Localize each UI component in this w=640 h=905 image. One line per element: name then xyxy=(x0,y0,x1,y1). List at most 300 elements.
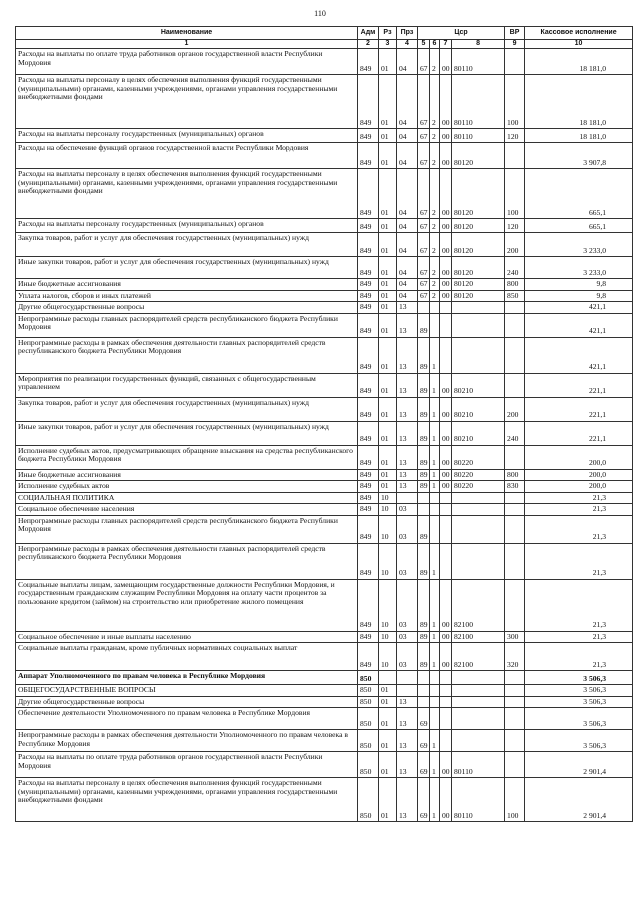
row-csr-direction: 80120 xyxy=(452,279,505,291)
table-row xyxy=(16,671,633,685)
row-name: Социальные выплаты гражданам, кроме публичных нормативных социальных выплат xyxy=(16,643,358,671)
row-adm: 849 xyxy=(358,445,379,469)
row-adm: 849 xyxy=(358,129,379,143)
row-csr-main xyxy=(440,730,452,752)
header-adm: Адм xyxy=(358,27,379,40)
row-rz: 01 xyxy=(379,469,397,481)
table-row xyxy=(16,49,633,75)
row-name: Иные закупки товаров, работ и услуг для обеспечения государственных (муниципальных) нужд xyxy=(16,421,358,445)
row-adm: 850 xyxy=(358,730,379,752)
row-rz: 01 xyxy=(379,302,397,314)
row-adm: 850 xyxy=(358,778,379,822)
row-amount: 221,1 xyxy=(525,421,633,445)
row-csr-main: 00 xyxy=(440,579,452,631)
row-rz: 01 xyxy=(379,219,397,233)
row-prz: 04 xyxy=(397,129,418,143)
row-name: Расходы на обеспечение функций органов государственной власти Республики Мордовия xyxy=(16,143,358,169)
row-csr-subprogram xyxy=(430,313,440,337)
row-csr-program: 67 xyxy=(418,49,430,75)
row-prz: 03 xyxy=(397,515,418,543)
row-adm: 849 xyxy=(358,313,379,337)
row-amount: 21,3 xyxy=(525,643,633,671)
row-csr-program: 69 xyxy=(418,730,430,752)
row-rz xyxy=(379,671,397,685)
row-rz: 01 xyxy=(379,129,397,143)
row-csr-direction: 82100 xyxy=(452,631,505,643)
row-rz: 01 xyxy=(379,752,397,778)
row-csr-subprogram: 1 xyxy=(430,373,440,397)
row-adm: 849 xyxy=(358,515,379,543)
row-csr-program: 67 xyxy=(418,169,430,219)
row-csr-main: 00 xyxy=(440,219,452,233)
row-csr-direction: 80110 xyxy=(452,75,505,129)
row-csr-direction xyxy=(452,302,505,314)
row-csr-main: 00 xyxy=(440,75,452,129)
table-row xyxy=(16,219,633,233)
row-adm: 849 xyxy=(358,579,379,631)
row-prz: 13 xyxy=(397,313,418,337)
row-amount: 3 506,3 xyxy=(525,696,633,708)
row-csr-direction: 80110 xyxy=(452,752,505,778)
header-rz: Рз xyxy=(379,27,397,40)
table-row xyxy=(16,543,633,579)
table-row xyxy=(16,257,633,279)
row-amount: 3 233,0 xyxy=(525,257,633,279)
row-csr-main: 00 xyxy=(440,445,452,469)
row-amount: 200,0 xyxy=(525,481,633,493)
row-csr-program: 89 xyxy=(418,643,430,671)
row-csr-direction xyxy=(452,313,505,337)
row-adm: 850 xyxy=(358,708,379,730)
row-amount: 9,8 xyxy=(525,290,633,302)
table-row xyxy=(16,631,633,643)
row-vr xyxy=(505,685,525,697)
row-csr-subprogram: 2 xyxy=(430,49,440,75)
row-csr-program xyxy=(418,504,430,516)
row-adm: 849 xyxy=(358,169,379,219)
row-csr-direction: 82100 xyxy=(452,579,505,631)
row-name: Расходы на выплаты персоналу в целях обеспечения выполнения функций государственными (муниципальными) органами, казенными учреждениями, органами управления государственными внебюджетными фондами xyxy=(16,169,358,219)
row-vr xyxy=(505,49,525,75)
row-adm: 849 xyxy=(358,302,379,314)
row-csr-direction: 82100 xyxy=(452,643,505,671)
row-vr xyxy=(505,143,525,169)
row-csr-program: 69 xyxy=(418,708,430,730)
row-csr-program: 67 xyxy=(418,143,430,169)
row-vr: 100 xyxy=(505,75,525,129)
table-row xyxy=(16,129,633,143)
row-name: Расходы на выплаты персоналу в целях обеспечения выполнения функций государственными (муниципальными) органами, казенными учреждениями, органами управления государственными внебюджетными фондами xyxy=(16,75,358,129)
table-row xyxy=(16,504,633,516)
table-row xyxy=(16,643,633,671)
row-prz: 04 xyxy=(397,279,418,291)
row-vr: 200 xyxy=(505,233,525,257)
row-name: Закупка товаров, работ и услуг для обеспечения государственных (муниципальных) нужд xyxy=(16,233,358,257)
row-rz: 10 xyxy=(379,643,397,671)
row-csr-main: 00 xyxy=(440,233,452,257)
row-csr-subprogram: 1 xyxy=(430,778,440,822)
colnum: 4 xyxy=(397,40,418,49)
header-name: Наименование xyxy=(16,27,358,40)
row-name: Непрограммные расходы главных распорядителей средств республиканского бюджета Республики Мордовия xyxy=(16,515,358,543)
table-row xyxy=(16,492,633,504)
row-prz: 03 xyxy=(397,579,418,631)
row-csr-program: 67 xyxy=(418,290,430,302)
row-rz: 01 xyxy=(379,708,397,730)
row-prz: 13 xyxy=(397,696,418,708)
row-csr-direction xyxy=(452,337,505,373)
row-csr-program: 89 xyxy=(418,421,430,445)
row-name: Мероприятия по реализации государственных функций, связанных с общегосударственным управлением xyxy=(16,373,358,397)
row-rz: 01 xyxy=(379,730,397,752)
row-csr-program: 67 xyxy=(418,233,430,257)
row-name: Иные бюджетные ассигнования xyxy=(16,279,358,291)
row-amount: 9,8 xyxy=(525,279,633,291)
row-csr-main: 00 xyxy=(440,469,452,481)
row-vr: 240 xyxy=(505,257,525,279)
row-adm: 849 xyxy=(358,233,379,257)
row-csr-direction xyxy=(452,708,505,730)
row-csr-main: 00 xyxy=(440,778,452,822)
row-adm: 849 xyxy=(358,397,379,421)
row-prz: 13 xyxy=(397,421,418,445)
row-amount: 665,1 xyxy=(525,219,633,233)
row-vr: 800 xyxy=(505,279,525,291)
row-csr-direction: 80110 xyxy=(452,49,505,75)
row-csr-direction: 80110 xyxy=(452,129,505,143)
row-rz: 01 xyxy=(379,481,397,493)
row-amount: 21,3 xyxy=(525,504,633,516)
row-name: Расходы на выплаты персоналу в целях обеспечения выполнения функций государственными (муниципальными) органами, казенными учреждениями, органами управления государственными внебюджетными фондами xyxy=(16,778,358,822)
table-row xyxy=(16,445,633,469)
row-rz: 01 xyxy=(379,337,397,373)
row-csr-subprogram: 1 xyxy=(430,631,440,643)
row-name: Расходы на выплаты персоналу государственных (муниципальных) органов xyxy=(16,219,358,233)
budget-table xyxy=(15,26,633,822)
row-adm: 850 xyxy=(358,671,379,685)
row-vr: 320 xyxy=(505,643,525,671)
row-adm: 850 xyxy=(358,752,379,778)
row-rz: 10 xyxy=(379,579,397,631)
row-rz: 01 xyxy=(379,373,397,397)
row-csr-main: 00 xyxy=(440,752,452,778)
row-csr-direction xyxy=(452,696,505,708)
row-adm: 849 xyxy=(358,504,379,516)
colnum: 3 xyxy=(379,40,397,49)
row-rz: 01 xyxy=(379,279,397,291)
row-name: Расходы на выплаты по оплате труда работников органов государственной власти Республики Мордовия xyxy=(16,49,358,75)
row-rz: 10 xyxy=(379,504,397,516)
row-adm: 849 xyxy=(358,643,379,671)
row-name: Иные бюджетные ассигнования xyxy=(16,469,358,481)
row-adm: 849 xyxy=(358,257,379,279)
row-adm: 850 xyxy=(358,685,379,697)
row-rz: 01 xyxy=(379,257,397,279)
row-csr-subprogram xyxy=(430,302,440,314)
row-csr-main: 00 xyxy=(440,129,452,143)
row-amount: 200,0 xyxy=(525,445,633,469)
table-column-numbers-row xyxy=(16,40,633,49)
row-prz: 13 xyxy=(397,397,418,421)
row-vr xyxy=(505,373,525,397)
row-name: Непрограммные расходы главных распорядителей средств республиканского бюджета Республики Мордовия xyxy=(16,313,358,337)
row-csr-subprogram: 2 xyxy=(430,219,440,233)
header-vr: ВР xyxy=(505,27,525,40)
row-adm: 849 xyxy=(358,219,379,233)
row-adm: 849 xyxy=(358,469,379,481)
row-name: Закупка товаров, работ и услуг для обеспечения государственных (муниципальных) нужд xyxy=(16,397,358,421)
row-adm: 849 xyxy=(358,631,379,643)
row-prz: 13 xyxy=(397,481,418,493)
row-csr-direction: 80210 xyxy=(452,373,505,397)
row-csr-subprogram: 1 xyxy=(430,730,440,752)
row-csr-direction: 80120 xyxy=(452,219,505,233)
row-adm: 849 xyxy=(358,373,379,397)
row-vr: 120 xyxy=(505,129,525,143)
row-csr-direction: 80210 xyxy=(452,421,505,445)
row-amount: 21,3 xyxy=(525,543,633,579)
row-csr-subprogram: 1 xyxy=(430,579,440,631)
colnum: 10 xyxy=(525,40,633,49)
row-csr-subprogram: 1 xyxy=(430,481,440,493)
row-csr-subprogram: 1 xyxy=(430,421,440,445)
row-rz: 01 xyxy=(379,49,397,75)
table-row xyxy=(16,481,633,493)
row-csr-main xyxy=(440,492,452,504)
row-csr-direction xyxy=(452,515,505,543)
row-name: Расходы на выплаты по оплате труда работников органов государственной власти Республики Мордовия xyxy=(16,752,358,778)
row-csr-direction xyxy=(452,671,505,685)
row-vr: 100 xyxy=(505,169,525,219)
row-csr-direction: 80120 xyxy=(452,143,505,169)
row-amount: 2 901,4 xyxy=(525,778,633,822)
row-adm: 849 xyxy=(358,290,379,302)
row-rz: 01 xyxy=(379,445,397,469)
row-csr-subprogram: 1 xyxy=(430,397,440,421)
row-prz: 13 xyxy=(397,373,418,397)
row-amount: 21,3 xyxy=(525,515,633,543)
row-csr-subprogram: 1 xyxy=(430,543,440,579)
header-csr: Цср xyxy=(418,27,505,40)
row-prz: 03 xyxy=(397,631,418,643)
row-adm: 849 xyxy=(358,279,379,291)
colnum: 5 xyxy=(418,40,430,49)
row-csr-subprogram: 2 xyxy=(430,290,440,302)
row-csr-program xyxy=(418,671,430,685)
row-csr-program: 89 xyxy=(418,579,430,631)
row-csr-main: 00 xyxy=(440,290,452,302)
row-csr-direction: 80120 xyxy=(452,233,505,257)
page-number: 110 xyxy=(314,9,326,18)
row-vr: 850 xyxy=(505,290,525,302)
row-amount: 200,0 xyxy=(525,469,633,481)
row-prz: 04 xyxy=(397,49,418,75)
row-vr: 300 xyxy=(505,631,525,643)
row-prz xyxy=(397,671,418,685)
row-csr-program xyxy=(418,492,430,504)
row-csr-program: 67 xyxy=(418,75,430,129)
row-vr xyxy=(505,543,525,579)
header-prz: Прз xyxy=(397,27,418,40)
row-csr-subprogram: 1 xyxy=(430,337,440,373)
row-amount: 21,3 xyxy=(525,631,633,643)
row-amount: 665,1 xyxy=(525,169,633,219)
row-amount: 3 233,0 xyxy=(525,233,633,257)
row-csr-subprogram: 2 xyxy=(430,257,440,279)
table-row xyxy=(16,143,633,169)
row-csr-program: 89 xyxy=(418,481,430,493)
row-rz: 10 xyxy=(379,543,397,579)
row-csr-subprogram: 2 xyxy=(430,75,440,129)
row-vr xyxy=(505,730,525,752)
row-vr xyxy=(505,337,525,373)
row-name: Исполнение судебных актов, предусматривающих обращение взыскания на средства республиканского бюджета Республики Мордовия xyxy=(16,445,358,469)
colnum: 1 xyxy=(16,40,358,49)
row-vr: 240 xyxy=(505,421,525,445)
table-row xyxy=(16,778,633,822)
row-adm: 849 xyxy=(358,421,379,445)
row-rz: 01 xyxy=(379,397,397,421)
row-csr-direction: 80120 xyxy=(452,257,505,279)
row-vr: 830 xyxy=(505,481,525,493)
row-csr-program: 89 xyxy=(418,631,430,643)
row-csr-direction xyxy=(452,730,505,752)
row-adm: 849 xyxy=(358,492,379,504)
row-csr-main: 00 xyxy=(440,279,452,291)
row-csr-subprogram: 1 xyxy=(430,643,440,671)
table-row xyxy=(16,169,633,219)
row-vr xyxy=(505,752,525,778)
row-prz: 13 xyxy=(397,337,418,373)
row-csr-main: 00 xyxy=(440,481,452,493)
row-rz: 10 xyxy=(379,515,397,543)
row-csr-main: 00 xyxy=(440,643,452,671)
table-row xyxy=(16,397,633,421)
row-csr-subprogram xyxy=(430,671,440,685)
row-csr-program: 67 xyxy=(418,279,430,291)
row-rz: 01 xyxy=(379,233,397,257)
row-csr-program: 89 xyxy=(418,397,430,421)
row-name: Социальное обеспечение населения xyxy=(16,504,358,516)
row-adm: 849 xyxy=(358,543,379,579)
row-vr xyxy=(505,504,525,516)
row-csr-direction xyxy=(452,492,505,504)
row-csr-subprogram xyxy=(430,515,440,543)
row-prz: 03 xyxy=(397,504,418,516)
row-csr-direction xyxy=(452,543,505,579)
row-amount: 421,1 xyxy=(525,337,633,373)
row-csr-direction: 80220 xyxy=(452,481,505,493)
row-amount: 221,1 xyxy=(525,397,633,421)
row-name: Другие общегосударственные вопросы xyxy=(16,696,358,708)
row-name: Аппарат Уполномоченного по правам человека в Республике Мордовия xyxy=(16,671,358,685)
row-csr-program xyxy=(418,696,430,708)
row-csr-main xyxy=(440,685,452,697)
row-adm: 849 xyxy=(358,143,379,169)
row-vr xyxy=(505,515,525,543)
row-prz: 13 xyxy=(397,708,418,730)
row-csr-subprogram: 1 xyxy=(430,752,440,778)
row-vr xyxy=(505,696,525,708)
row-prz: 04 xyxy=(397,290,418,302)
row-rz: 01 xyxy=(379,143,397,169)
row-amount: 3 506,3 xyxy=(525,708,633,730)
table-row xyxy=(16,313,633,337)
row-vr xyxy=(505,445,525,469)
row-csr-main xyxy=(440,302,452,314)
row-csr-subprogram xyxy=(430,504,440,516)
row-rz: 01 xyxy=(379,313,397,337)
row-csr-subprogram: 1 xyxy=(430,469,440,481)
row-csr-main: 00 xyxy=(440,421,452,445)
row-amount: 3 506,3 xyxy=(525,730,633,752)
row-csr-main xyxy=(440,671,452,685)
table-row xyxy=(16,233,633,257)
row-csr-program: 89 xyxy=(418,373,430,397)
table-row xyxy=(16,685,633,697)
row-amount: 3 506,3 xyxy=(525,671,633,685)
row-csr-program xyxy=(418,685,430,697)
row-csr-subprogram: 2 xyxy=(430,233,440,257)
row-adm: 849 xyxy=(358,481,379,493)
table-row xyxy=(16,373,633,397)
row-csr-program: 89 xyxy=(418,337,430,373)
row-name: Непрограммные расходы в рамках обеспечения деятельности главных распорядителей средств республиканского бюджета Республики Мордовия xyxy=(16,543,358,579)
colnum: 9 xyxy=(505,40,525,49)
row-vr xyxy=(505,579,525,631)
row-vr: 200 xyxy=(505,397,525,421)
row-prz: 04 xyxy=(397,257,418,279)
row-csr-main xyxy=(440,543,452,579)
row-vr: 100 xyxy=(505,778,525,822)
row-prz: 13 xyxy=(397,778,418,822)
table-row xyxy=(16,515,633,543)
row-amount: 421,1 xyxy=(525,302,633,314)
row-csr-main: 00 xyxy=(440,373,452,397)
row-csr-subprogram: 2 xyxy=(430,129,440,143)
row-prz: 04 xyxy=(397,169,418,219)
row-name: Социальные выплаты лицам, замещающим государственные должности Республики Мордовия, и государственным гражданским служащим Республики Мордовия на оплату части процентов за пользование кредитом (займом) на строительство или приобретение жилого помещения xyxy=(16,579,358,631)
row-prz: 04 xyxy=(397,233,418,257)
row-csr-subprogram: 2 xyxy=(430,169,440,219)
row-rz: 01 xyxy=(379,778,397,822)
row-amount: 221,1 xyxy=(525,373,633,397)
row-vr: 120 xyxy=(505,219,525,233)
table-row xyxy=(16,279,633,291)
row-rz: 10 xyxy=(379,492,397,504)
row-amount: 421,1 xyxy=(525,313,633,337)
row-prz: 13 xyxy=(397,469,418,481)
row-csr-main xyxy=(440,696,452,708)
row-name: Уплата налогов, сборов и иных платежей xyxy=(16,290,358,302)
row-amount: 18 181,0 xyxy=(525,129,633,143)
row-amount: 18 181,0 xyxy=(525,75,633,129)
row-csr-direction: 80220 xyxy=(452,445,505,469)
table-row xyxy=(16,290,633,302)
row-name: Обеспечение деятельности Уполномоченного по правам человека в Республике Мордовия xyxy=(16,708,358,730)
row-csr-main xyxy=(440,504,452,516)
table-row xyxy=(16,302,633,314)
row-csr-subprogram xyxy=(430,708,440,730)
table-row xyxy=(16,337,633,373)
row-csr-main: 00 xyxy=(440,49,452,75)
row-prz: 03 xyxy=(397,643,418,671)
row-csr-direction: 80220 xyxy=(452,469,505,481)
table-row xyxy=(16,579,633,631)
row-csr-direction xyxy=(452,504,505,516)
row-name: ОБЩЕГОСУДАРСТВЕННЫЕ ВОПРОСЫ xyxy=(16,685,358,697)
row-vr: 800 xyxy=(505,469,525,481)
